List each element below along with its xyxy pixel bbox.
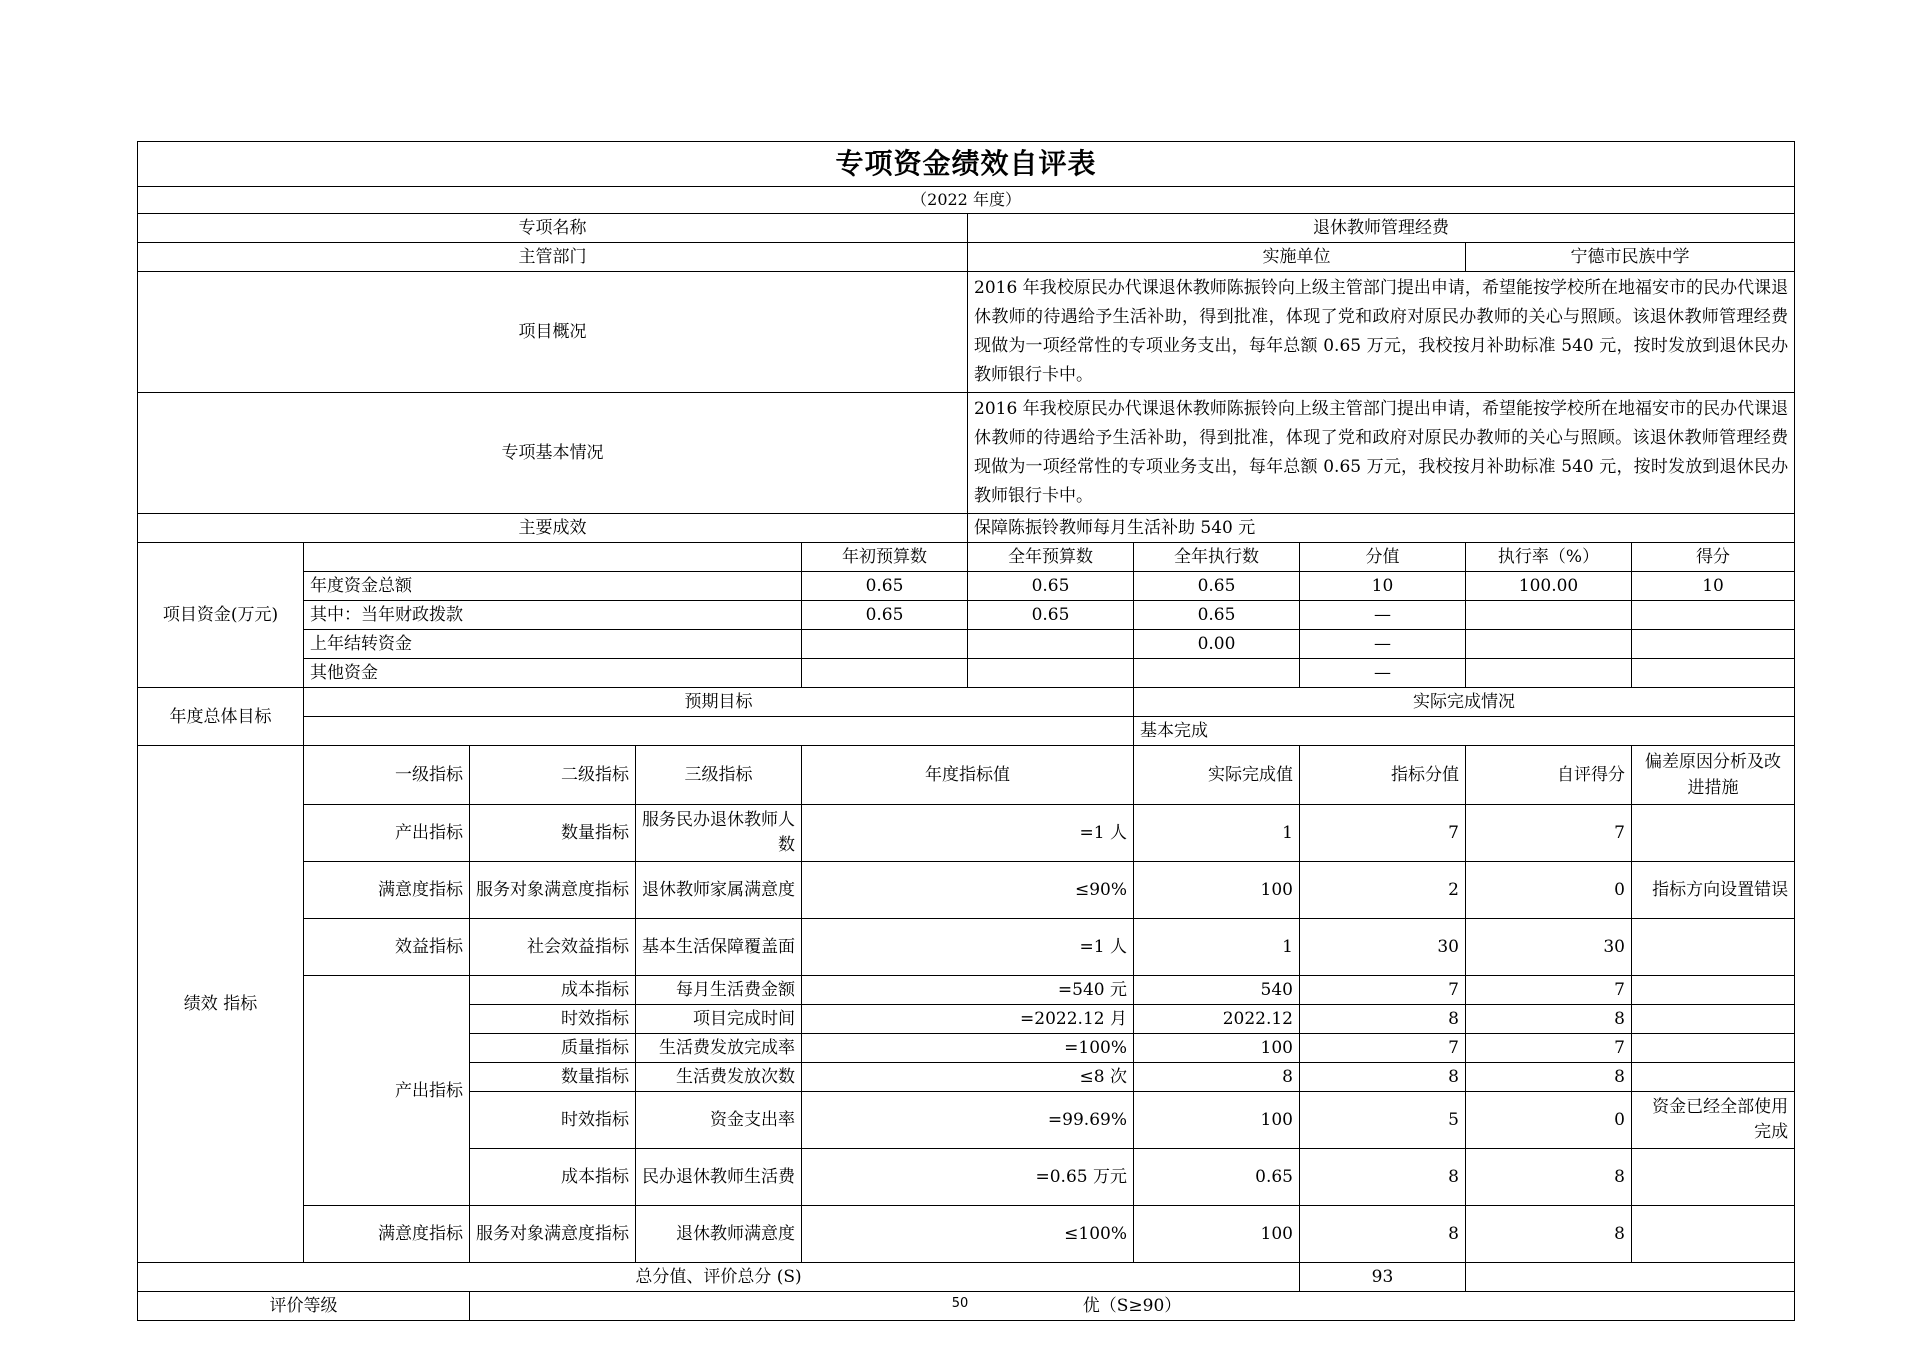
- funds-cell: —: [1300, 659, 1466, 688]
- perf-header: 年度指标值: [802, 746, 1134, 805]
- goal-expected-value: [304, 717, 1134, 746]
- perf-l3: 基本生活保障覆盖面: [636, 919, 802, 976]
- perf-score: 0: [1466, 862, 1632, 919]
- funds-header: 分值: [1300, 543, 1466, 572]
- perf-note: [1632, 1149, 1795, 1206]
- funds-cell: 10: [1632, 572, 1795, 601]
- table-title: 专项资金绩效自评表: [138, 142, 1795, 187]
- goal-label: 年度总体目标: [138, 688, 304, 746]
- funds-header: 得分: [1632, 543, 1795, 572]
- grade-value: 优（S≥90）: [470, 1292, 1795, 1321]
- funds-row-name: 其他资金: [304, 659, 802, 688]
- funds-cell: —: [1300, 630, 1466, 659]
- perf-header: 一级指标: [304, 746, 470, 805]
- funds-cell: 0.65: [1134, 572, 1300, 601]
- perf-actual: 1: [1134, 805, 1300, 862]
- grade-label: 评价等级: [138, 1292, 470, 1321]
- perf-l3: 退休教师满意度: [636, 1206, 802, 1263]
- funds-row-name: 年度资金总额: [304, 572, 802, 601]
- perf-score: 8: [1466, 1149, 1632, 1206]
- basic-text: 2016 年我校原民办代课退休教师陈振铃向上级主管部门提出申请，希望能按学校所在地福安市的民办代课退休教师的待遇给予生活补助，得到批准，体现了党和政府对原民办教师的关心与照顾。该退休教师管理经费现做为一项经常性的专项业务支出，每年总额 0.65 万元，我校按月补助标准 540 元，按时发放到退休民办教师银行卡中。: [968, 393, 1795, 514]
- perf-header: 指标分值: [1300, 746, 1466, 805]
- funds-header: 执行率（%）: [1466, 543, 1632, 572]
- perf-l1: 效益指标: [304, 919, 470, 976]
- perf-actual: 100: [1134, 1206, 1300, 1263]
- perf-target: =100%: [802, 1034, 1134, 1063]
- perf-target: =99.69%: [802, 1092, 1134, 1149]
- funds-cell: 10: [1300, 572, 1466, 601]
- funds-cell: [1134, 659, 1300, 688]
- perf-l3: 服务民办退休教师人数: [636, 805, 802, 862]
- perf-l2: 成本指标: [470, 1149, 636, 1206]
- perf-actual: 2022.12: [1134, 1005, 1300, 1034]
- perf-target: =1 人: [802, 805, 1134, 862]
- perf-header: 三级指标: [636, 746, 802, 805]
- perf-note: [1632, 1206, 1795, 1263]
- perf-target: ≤8 次: [802, 1063, 1134, 1092]
- funds-header: 全年预算数: [968, 543, 1134, 572]
- perf-l2: 服务对象满意度指标: [470, 862, 636, 919]
- perf-note: [1632, 1005, 1795, 1034]
- project-name-label: 专项名称: [138, 214, 968, 243]
- funds-cell: [1466, 630, 1632, 659]
- perf-weight: 2: [1300, 862, 1466, 919]
- perf-l2: 数量指标: [470, 1063, 636, 1092]
- perf-note: [1632, 1063, 1795, 1092]
- perf-target: =2022.12 月: [802, 1005, 1134, 1034]
- impl-value: 宁德市民族中学: [1466, 243, 1795, 272]
- funds-header-blank: [304, 543, 802, 572]
- perf-weight: 30: [1300, 919, 1466, 976]
- perf-weight: 7: [1300, 1034, 1466, 1063]
- perf-note: 指标方向设置错误: [1632, 862, 1795, 919]
- perf-target: =540 元: [802, 976, 1134, 1005]
- perf-note: [1632, 919, 1795, 976]
- perf-target: =0.65 万元: [802, 1149, 1134, 1206]
- perf-target: ≤90%: [802, 862, 1134, 919]
- perf-score: 7: [1466, 805, 1632, 862]
- results-text: 保障陈振铃教师每月生活补助 540 元: [968, 514, 1795, 543]
- perf-l2: 服务对象满意度指标: [470, 1206, 636, 1263]
- results-label: 主要成效: [138, 514, 968, 543]
- perf-actual: 100: [1134, 1092, 1300, 1149]
- perf-actual: 540: [1134, 976, 1300, 1005]
- perf-weight: 7: [1300, 805, 1466, 862]
- perf-score: 8: [1466, 1005, 1632, 1034]
- overview-text: 2016 年我校原民办代课退休教师陈振铃向上级主管部门提出申请，希望能按学校所在地福安市的民办代课退休教师的待遇给予生活补助，得到批准，体现了党和政府对原民办教师的关心与照顾。该退休教师管理经费现做为一项经常性的专项业务支出，每年总额 0.65 万元，我校按月补助标准 540 元，按时发放到退休民办教师银行卡中。: [968, 272, 1795, 393]
- funds-cell: [1632, 630, 1795, 659]
- perf-weight: 7: [1300, 976, 1466, 1005]
- perf-weight: 8: [1300, 1149, 1466, 1206]
- funds-cell: 0.65: [968, 601, 1134, 630]
- dept-value-and-impl-label: [968, 243, 1466, 272]
- perf-actual: 100: [1134, 1034, 1300, 1063]
- perf-l1: 满意度指标: [304, 1206, 470, 1263]
- funds-cell: [1466, 601, 1632, 630]
- perf-score: 8: [1466, 1206, 1632, 1263]
- goal-actual-value: 基本完成: [1134, 717, 1795, 746]
- perf-l2: 社会效益指标: [470, 919, 636, 976]
- perf-score: 0: [1466, 1092, 1632, 1149]
- basic-label: 专项基本情况: [138, 393, 968, 514]
- funds-cell: [1632, 601, 1795, 630]
- perf-l2: 时效指标: [470, 1092, 636, 1149]
- perf-actual: 0.65: [1134, 1149, 1300, 1206]
- perf-l2: 时效指标: [470, 1005, 636, 1034]
- perf-l3: 项目完成时间: [636, 1005, 802, 1034]
- total-label: 总分值、评价总分 (S): [138, 1263, 1300, 1292]
- performance-evaluation-table: [137, 141, 1795, 1321]
- perf-weight: 8: [1300, 1063, 1466, 1092]
- goal-actual-label: 实际完成情况: [1134, 688, 1795, 717]
- funds-cell: 0.65: [802, 572, 968, 601]
- perf-l3: 每月生活费金额: [636, 976, 802, 1005]
- funds-cell: [1632, 659, 1795, 688]
- perf-l2: 质量指标: [470, 1034, 636, 1063]
- perf-output-label: 产出指标: [304, 976, 470, 1206]
- funds-cell: 0.00: [1134, 630, 1300, 659]
- perf-l2: 数量指标: [470, 805, 636, 862]
- funds-cell: 0.65: [968, 572, 1134, 601]
- impl-label: 实施单位: [1262, 247, 1331, 267]
- funds-cell: 0.65: [802, 601, 968, 630]
- funds-header: 年初预算数: [802, 543, 968, 572]
- perf-l3: 生活费发放次数: [636, 1063, 802, 1092]
- perf-note: 资金已经全部使用完成: [1632, 1092, 1795, 1149]
- dept-label: 主管部门: [138, 243, 968, 272]
- funds-cell: [802, 659, 968, 688]
- funds-row-name: 其中：当年财政拨款: [304, 601, 802, 630]
- perf-l3: 生活费发放完成率: [636, 1034, 802, 1063]
- perf-actual: 100: [1134, 862, 1300, 919]
- perf-weight: 8: [1300, 1206, 1466, 1263]
- funds-cell: [968, 659, 1134, 688]
- perf-score: 8: [1466, 1063, 1632, 1092]
- perf-header: 实际完成值: [1134, 746, 1300, 805]
- project-name-value: 退休教师管理经费: [968, 214, 1795, 243]
- perf-header: 二级指标: [470, 746, 636, 805]
- total-blank: [1466, 1263, 1795, 1292]
- funds-label: 项目资金(万元): [138, 543, 304, 688]
- perf-note: [1632, 976, 1795, 1005]
- goal-expected-label: 预期目标: [304, 688, 1134, 717]
- funds-cell: 100.00: [1466, 572, 1632, 601]
- funds-cell: [968, 630, 1134, 659]
- year-label: （2022 年度）: [138, 187, 1795, 214]
- perf-header: 自评得分: [1466, 746, 1632, 805]
- funds-cell: [1466, 659, 1632, 688]
- perf-l1: 产出指标: [304, 805, 470, 862]
- perf-score: 7: [1466, 976, 1632, 1005]
- overview-label: 项目概况: [138, 272, 968, 393]
- perf-l3: 资金支出率: [636, 1092, 802, 1149]
- perf-actual: 8: [1134, 1063, 1300, 1092]
- perf-target: ≤100%: [802, 1206, 1134, 1263]
- perf-l2: 成本指标: [470, 976, 636, 1005]
- total-value: 93: [1300, 1263, 1466, 1292]
- perf-score: 30: [1466, 919, 1632, 976]
- perf-weight: 5: [1300, 1092, 1466, 1149]
- perf-l3: 退休教师家属满意度: [636, 862, 802, 919]
- perf-note: [1632, 805, 1795, 862]
- perf-score: 7: [1466, 1034, 1632, 1063]
- page-number: 50: [951, 1296, 969, 1311]
- perf-weight: 8: [1300, 1005, 1466, 1034]
- perf-header: 偏差原因分析及改进措施: [1632, 746, 1795, 805]
- perf-l3: 民办退休教师生活费: [636, 1149, 802, 1206]
- perf-label: 绩效 指标: [138, 746, 304, 1263]
- perf-l1: 满意度指标: [304, 862, 470, 919]
- perf-note: [1632, 1034, 1795, 1063]
- funds-header: 全年执行数: [1134, 543, 1300, 572]
- funds-row-name: 上年结转资金: [304, 630, 802, 659]
- perf-actual: 1: [1134, 919, 1300, 976]
- perf-target: =1 人: [802, 919, 1134, 976]
- funds-cell: 0.65: [1134, 601, 1300, 630]
- funds-cell: —: [1300, 601, 1466, 630]
- funds-cell: [802, 630, 968, 659]
